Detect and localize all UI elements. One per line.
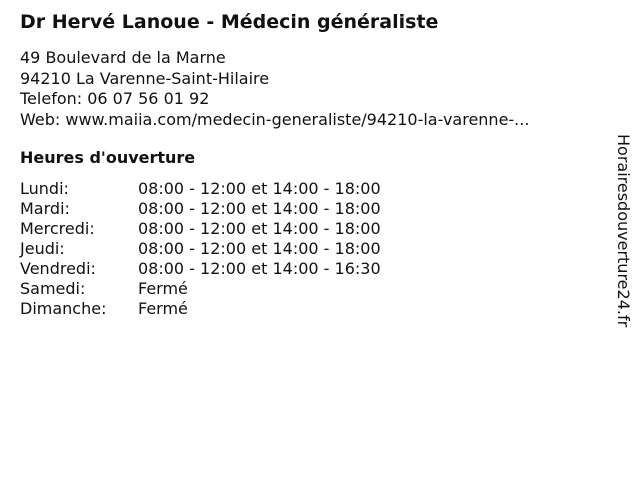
address-city: 94210 La Varenne-Saint-Hilaire	[20, 68, 270, 88]
business-card	[20, 8, 600, 319]
day-label: Mercredi:	[20, 219, 95, 238]
day-label: Samedi:	[20, 279, 86, 298]
phone-label: Telefon:	[20, 89, 83, 108]
day-hours: Fermé	[138, 279, 188, 298]
web-line	[20, 110, 600, 131]
hours-row-wednesday	[20, 219, 600, 239]
day-label: Dimanche:	[20, 299, 107, 318]
page-title: Dr Hervé Lanoue - Médecin généraliste	[20, 11, 439, 33]
hours-table	[20, 179, 600, 319]
day-label: Vendredi:	[20, 259, 96, 278]
day-hours: 08:00 - 12:00 et 14:00 - 18:00	[138, 219, 381, 238]
day-hours: 08:00 - 12:00 et 14:00 - 18:00	[138, 199, 381, 218]
hours-heading: Heures d'ouverture	[20, 148, 196, 167]
day-label: Jeudi:	[20, 239, 65, 258]
day-hours: 08:00 - 12:00 et 14:00 - 18:00	[138, 179, 381, 198]
day-hours: Fermé	[138, 299, 188, 318]
day-hours: 08:00 - 12:00 et 14:00 - 18:00	[138, 239, 381, 258]
phone-line	[20, 89, 600, 110]
hours-row-sunday	[20, 299, 600, 319]
hours-row-thursday	[20, 239, 600, 259]
hours-row-monday	[20, 179, 600, 199]
web-link[interactable]: www.maiia.com/medecin-generaliste/94210-la-varenne-...	[65, 109, 530, 129]
address-street: 49 Boulevard de la Marne	[20, 48, 226, 67]
phone-number: 06 07 56 01 92	[87, 89, 210, 108]
day-label: Mardi:	[20, 199, 70, 218]
hours-row-tuesday	[20, 199, 600, 219]
hours-row-friday	[20, 259, 600, 279]
hours-row-saturday	[20, 279, 600, 299]
web-label: Web:	[20, 109, 61, 129]
day-hours: 08:00 - 12:00 et 14:00 - 16:30	[138, 259, 381, 278]
site-watermark: Horairesdouverture24.fr	[614, 134, 633, 328]
day-label: Lundi:	[20, 179, 69, 198]
